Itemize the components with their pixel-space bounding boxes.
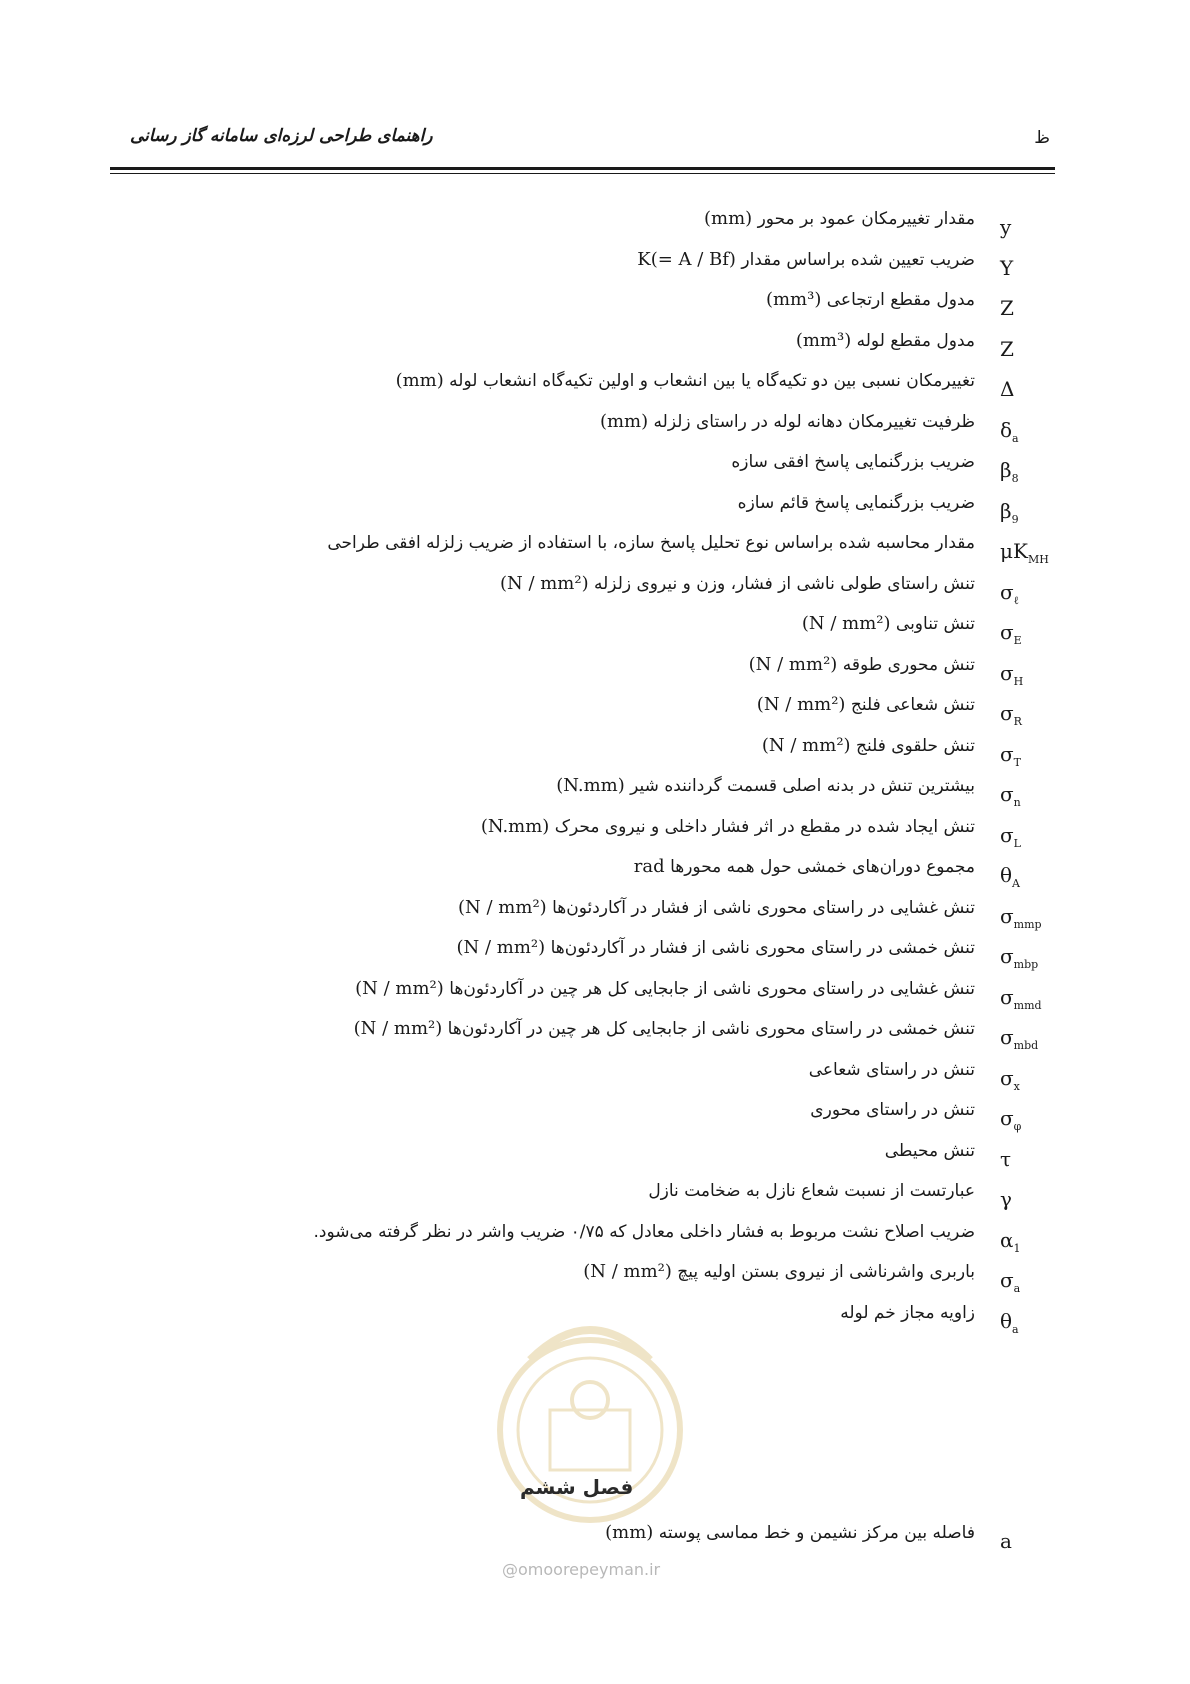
symbol — [1000, 253, 1060, 283]
symbol — [1000, 1306, 1060, 1345]
symbol-description — [195, 1095, 975, 1125]
symbol-main: σ — [1000, 661, 1014, 685]
unit: (mm³) — [795, 330, 852, 351]
unit: (N / mm²) — [583, 1261, 672, 1282]
unit: (N / mm²) — [458, 897, 547, 918]
description-text: بیشترین تنش در بدنه اصلی قسمت گرداننده شیر — [630, 776, 975, 796]
symbol-main: θ — [1000, 863, 1013, 887]
symbol-row — [0, 1095, 1190, 1133]
description-text: ظرفیت تغییرمکان دهانه لوله در راستای زلزله — [653, 412, 975, 432]
description-text: مدول مقطع لوله — [856, 331, 975, 351]
symbol-row — [0, 933, 1190, 971]
symbol-description — [195, 609, 975, 639]
symbol-main: σ — [1000, 782, 1014, 806]
symbol-description — [195, 245, 975, 275]
symbol-subscript: n — [1013, 796, 1021, 809]
symbol-subscript: 9 — [1011, 513, 1019, 526]
symbol-subscript: mmp — [1013, 918, 1042, 931]
symbol-description — [195, 447, 975, 477]
symbol-row — [0, 326, 1190, 364]
symbol-description — [195, 407, 975, 437]
description-text: تنش در راستای شعاعی — [808, 1060, 975, 1080]
symbol-main: θ — [1000, 1309, 1013, 1333]
unit: (N / mm²) — [353, 1018, 443, 1039]
symbol-main: Δ — [1000, 377, 1015, 401]
symbol-main: σ — [1000, 742, 1014, 766]
symbol-main: β — [1000, 499, 1012, 523]
symbol-row — [0, 366, 1190, 404]
symbol — [1000, 334, 1060, 364]
unit: (N / mm²) — [761, 735, 851, 756]
unit: (N / mm²) — [801, 613, 891, 634]
symbol-subscript: x — [1013, 1080, 1020, 1093]
description-text: تنش خمشی در راستای محوری ناشی از فشار در آکاردئون‌ها — [550, 938, 975, 958]
symbol-description — [195, 812, 975, 842]
symbol-row — [0, 1136, 1190, 1174]
symbol-row — [0, 1055, 1190, 1093]
symbol-subscript: R — [1013, 715, 1022, 728]
symbol-row — [0, 528, 1190, 566]
symbol-subscript: mbd — [1013, 1039, 1039, 1052]
symbol-row — [0, 1217, 1190, 1255]
symbol-main: σ — [1000, 985, 1014, 1009]
symbol-row — [0, 893, 1190, 931]
unit: K(= A / Bf) — [637, 249, 736, 270]
symbol-main: γ — [1000, 1187, 1012, 1211]
description-text: تنش محوری طوقه — [842, 655, 975, 675]
symbol-subscript: a — [1013, 1282, 1021, 1295]
symbol-description — [195, 974, 975, 1004]
symbol-subscript: φ — [1013, 1120, 1022, 1133]
symbol-subscript: L — [1013, 837, 1021, 850]
symbol-description — [195, 690, 975, 720]
symbol-row — [0, 731, 1190, 769]
symbol-row — [0, 690, 1190, 728]
symbol-main: σ — [1000, 904, 1014, 928]
description-text: مقدار تغییرمکان عمود بر محور — [757, 209, 975, 229]
symbol-row — [0, 488, 1190, 526]
description-text: ضریب بزرگنمایی پاسخ افقی سازه — [731, 452, 975, 472]
unit: (mm) — [605, 1522, 654, 1543]
symbol-row — [0, 650, 1190, 688]
symbol-main: μK — [1000, 539, 1028, 563]
symbol-description — [195, 731, 975, 761]
description-text: مجموع دوران‌های خمشی حول همه محورها — [670, 857, 975, 877]
description-text: تغییرمکان نسبی بین دو تکیه‌گاه یا بین انشعاب و اولین تکیه‌گاه انشعاب لوله — [449, 371, 975, 391]
symbol-main: σ — [1000, 701, 1014, 725]
symbol-subscript: A — [1012, 877, 1020, 890]
unit: (mm) — [395, 370, 444, 391]
symbol-description — [195, 893, 975, 923]
symbol-main: σ — [1000, 580, 1014, 604]
symbol-description — [195, 1014, 975, 1044]
symbol-row — [0, 771, 1190, 809]
description-text: زاویه مجاز خم لوله — [840, 1303, 975, 1323]
symbol-subscript: 1 — [1013, 1242, 1021, 1255]
symbol-description — [195, 1055, 975, 1085]
chapter-title: فصل ششم — [520, 1475, 634, 1499]
description-text: ضریب بزرگنمایی پاسخ قائم سازه — [737, 493, 975, 513]
description-text: فاصله بین مرکز نشیمن و خط مماسی پوسته — [658, 1523, 975, 1543]
symbol-description — [195, 1257, 975, 1287]
symbol-description — [195, 285, 975, 315]
description-text: تنش غشایی در راستای محوری ناشی از جابجایی کل هر چین در آکاردئون‌ها — [449, 979, 975, 999]
watermark-url: @omoorepeyman.ir — [502, 1560, 661, 1579]
description-text: تنش خمشی در راستای محوری ناشی از جابجایی کل هر چین در آکاردئون‌ها — [447, 1019, 975, 1039]
symbol-row — [0, 1014, 1190, 1052]
symbol-description — [195, 528, 975, 558]
page-number: ظ — [1034, 128, 1050, 148]
symbol — [1000, 1184, 1060, 1214]
unit: (N.mm) — [556, 775, 625, 796]
symbol-main: y — [1000, 215, 1012, 239]
symbol-subscript: mmd — [1013, 999, 1042, 1012]
symbol-description — [195, 1176, 975, 1206]
unit: (mm) — [599, 411, 649, 432]
symbol-description — [195, 488, 975, 518]
unit: rad — [633, 856, 665, 877]
symbol-main: δ — [1000, 418, 1013, 442]
symbol-main: σ — [1000, 1268, 1014, 1292]
unit: (mm) — [703, 208, 753, 229]
symbol-subscript: T — [1013, 756, 1021, 769]
unit: (N / mm²) — [748, 654, 838, 675]
description-text: تنش ایجاد شده در مقطع در اثر فشار داخلی و نیروی محرک — [554, 817, 975, 837]
header-rule — [110, 167, 1055, 174]
symbol — [1000, 1526, 1060, 1556]
unit: (N.mm) — [480, 816, 550, 837]
description-text: تنش راستای طولی ناشی از فشار، وزن و نیروی زلزله — [594, 574, 975, 594]
symbol-description — [195, 852, 975, 882]
symbol-main: σ — [1000, 823, 1014, 847]
symbol-row — [0, 245, 1190, 283]
symbol-main: β — [1000, 458, 1012, 482]
symbol-row — [0, 609, 1190, 647]
page-header — [110, 126, 1050, 156]
symbol-row — [0, 447, 1190, 485]
description-text: ضریب اصلاح نشت مربوط به فشار داخلی معادل که ۰/۷۵ ضریب واشر در نظر گرفته می‌شود. — [313, 1222, 975, 1242]
symbol-main: Y — [1000, 256, 1014, 280]
symbol-row — [0, 1176, 1190, 1214]
symbol-description — [195, 650, 975, 680]
symbol-row — [0, 812, 1190, 850]
symbol-row — [0, 974, 1190, 1012]
symbol-main: a — [1000, 1529, 1012, 1553]
symbol-description — [195, 366, 975, 396]
description-text: عبارتست از نسبت شعاع نازل به ضخامت نازل — [648, 1181, 975, 1201]
symbol-description — [195, 204, 975, 234]
symbol-main: σ — [1000, 1025, 1014, 1049]
description-text: تنش تناوبی — [895, 614, 975, 634]
symbol-main: σ — [1000, 944, 1014, 968]
symbol-subscript: ℓ — [1013, 594, 1019, 607]
symbol-description — [195, 1136, 975, 1166]
symbol-subscript: E — [1013, 634, 1022, 647]
unit: (N / mm²) — [456, 937, 546, 958]
symbol-subscript: MH — [1027, 553, 1049, 566]
symbol-main: τ — [1000, 1147, 1012, 1171]
description-text: تنش غشایی در راستای محوری ناشی از فشار در آکاردئون‌ها — [552, 898, 975, 918]
symbol-main: Z — [1000, 337, 1014, 361]
symbol-row — [0, 852, 1190, 890]
description-text: ضریب تعیین شده براساس مقدار — [741, 250, 975, 270]
symbol-subscript: a — [1012, 432, 1019, 445]
symbol-main: Z — [1000, 296, 1014, 320]
description-text: تنش در راستای محوری — [810, 1100, 975, 1120]
unit: (N / mm²) — [355, 978, 444, 999]
header-title: راهنمای طراحی لرزه‌ای سامانه گاز رسانی — [130, 126, 433, 146]
symbol-subscript: 8 — [1011, 472, 1019, 485]
description-text: تنش محیطی — [884, 1141, 975, 1161]
symbol-main: σ — [1000, 1066, 1014, 1090]
symbol — [1000, 374, 1060, 404]
symbol-description — [195, 933, 975, 963]
symbol-description — [195, 326, 975, 356]
symbol-row — [0, 569, 1190, 607]
unit: (mm³) — [765, 289, 822, 310]
unit: (N / mm²) — [756, 694, 846, 715]
description-text: مقدار محاسبه شده براساس نوع تحلیل پاسخ سازه، با استفاده از ضریب زلزله افقی طراحی — [327, 533, 975, 553]
symbol — [1000, 212, 1060, 242]
symbol — [1000, 293, 1060, 323]
symbol-description — [195, 569, 975, 599]
description-text: تنش شعاعی فلنج — [850, 695, 975, 715]
symbol — [1000, 1144, 1060, 1174]
symbol-row — [0, 407, 1190, 445]
symbol-main: σ — [1000, 620, 1014, 644]
symbol-row — [0, 285, 1190, 323]
unit: (N / mm²) — [499, 573, 589, 594]
description-text: مدول مقطع ارتجاعی — [826, 290, 975, 310]
description-text: باربری واشرناشی از نیروی بستن اولیه پیچ — [677, 1262, 975, 1282]
symbol-main: α — [1000, 1228, 1014, 1252]
symbol-row — [0, 1257, 1190, 1295]
description-text: تنش حلقوی فلنج — [855, 736, 975, 756]
symbol-description — [195, 1217, 975, 1247]
symbol-main: σ — [1000, 1106, 1014, 1130]
symbol-subscript: H — [1013, 675, 1024, 688]
symbol-row — [0, 204, 1190, 242]
symbol-subscript: a — [1012, 1323, 1019, 1336]
symbol-description — [195, 771, 975, 801]
symbol-subscript: mbp — [1013, 958, 1039, 971]
